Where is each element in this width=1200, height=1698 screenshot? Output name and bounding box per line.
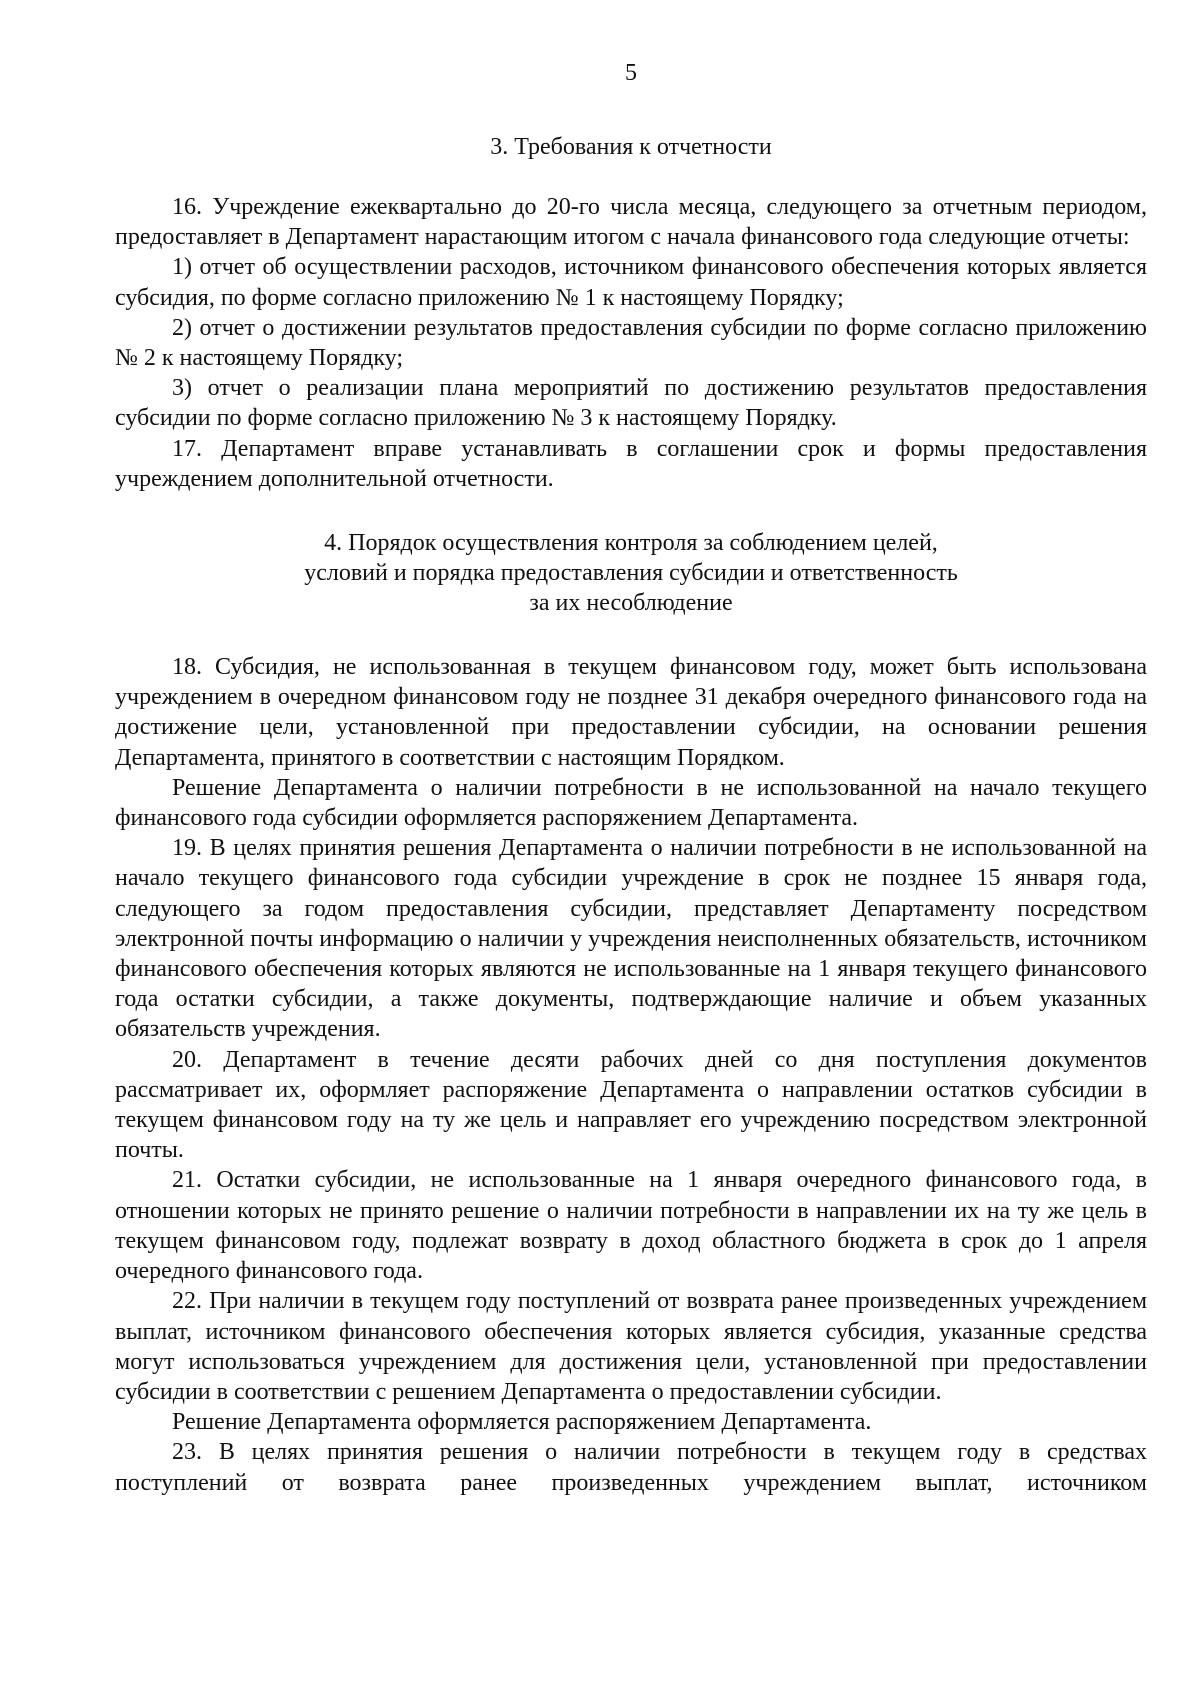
paragraph-16-item-2: 2) отчет о достижении результатов предоставления субсидии по форме согласно приложению № 2 к настоящему Порядку; [115,314,1147,372]
paragraph-22-decision: Решение Департамента оформляется распоряжением Департамента. [172,1409,872,1436]
page-number: 5 [625,60,637,86]
section-4-title-line-2: условий и порядка предоставления субсидии и ответственность [304,560,958,587]
section-4-title-line-1: 4. Порядок осуществления контроля за соблюдением целей, [324,530,938,557]
paragraph-16-item-3: 3) отчет о реализации плана мероприятий по достижению результатов предоставления субсидии по форме согласно приложению № 3 к настоящему Порядку. [115,375,1147,432]
paragraph-16: 16. Учреждение ежеквартально до 20-го числа месяца, следующего за отчетным периодом, предоставляет в Департамент нарастающим итогом с начала финансового года следующие отчеты: [115,194,1147,251]
section-4-title [115,528,1147,618]
section-3-title: 3. Требования к отчетности [490,134,772,160]
document-page [115,58,1147,1498]
paragraph-17: 17. Департамент вправе устанавливать в соглашении срок и формы предоставления учреждением дополнительной отчетности. [115,435,1147,492]
paragraph-19: 19. В целях принятия решения Департамента о наличии потребности в не использованной на начало текущего финансового года субсидии учреждение в срок не позднее 15 января года, следующего за годом предоставления субсидии, представляет Департаменту посредством электронной почты информацию о наличии у учреждения неисполненных обязательств, источником финансового обеспечения которых являются не использованные на 1 января текущего финансового года остатки субсидии, а также документы, подтверждающие наличие и объем указанных обязательств учреждения. [115,835,1147,1043]
paragraph-20: 20. Департамент в течение десяти рабочих дней со дня поступления документов рассматривает их, оформляет распоряжение Департамента о направлении остатков субсидии в текущем финансовом году на ту же цель и направляет его учреждению посредством электронной почты. [115,1046,1147,1164]
paragraph-22: 22. При наличии в текущем году поступлений от возврата ранее произведенных учреждением выплат, источником финансового обеспечения которых является субсидия, указанные средства могут использоваться учреждением для достижения цели, установленной при предоставлении субсидии в соответствии с решением Департамента о предоставлении субсидии. [115,1288,1147,1405]
paragraph-18-decision: Решение Департамента о наличии потребности в не использованной на начало текущего финансового года субсидии оформляется распоряжением Департамента. [115,774,1147,832]
paragraph-18: 18. Субсидия, не использованная в текущем финансовом году, может быть использована учреждением в очередном финансовом году не позднее 31 декабря очередного финансового года на достижение цели, установленной при предоставлении субсидии, на основании решения Департамента, принятого в соответствии с настоящим Порядком. [115,654,1147,771]
paragraph-21: 21. Остатки субсидии, не использованные на 1 января очередного финансового года, в отношении которых не принято решение о наличии потребности в направлении их на ту же цель в текущем финансовом году, подлежат возврату в доход областного бюджета в срок до 1 апреля очередного финансового года. [115,1167,1147,1285]
section-4-title-line-3: за их несоблюдение [529,590,733,617]
paragraph-16-item-1: 1) отчет об осуществлении расходов, источником финансового обеспечения которых является субсидия, по форме согласно приложению № 1 к настоящему Порядку; [115,254,1147,311]
paragraph-23: 23. В целях принятия решения о наличии потребности в текущем году в средствах поступлений от возврата ранее произведенных учреждением выплат, источником [115,1439,1147,1496]
